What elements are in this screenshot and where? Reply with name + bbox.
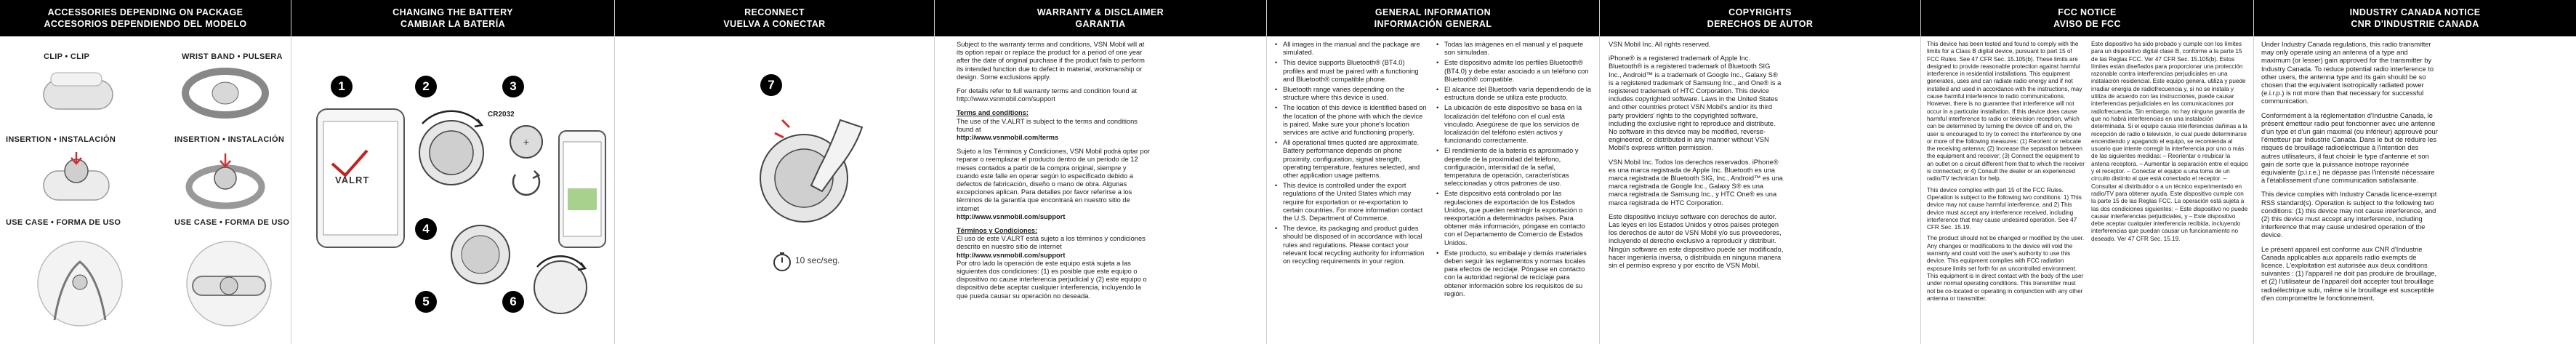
title-fcc-es: AVISO DE FCC [2053, 19, 2121, 29]
svg-text:+: + [523, 136, 530, 148]
clip-illustration [29, 65, 124, 118]
title-canada-es: CNR D'INDUSTRIE CANADA [2351, 19, 2479, 29]
title-battery-es: CAMBIAR LA BATERÍA [401, 19, 505, 29]
general-item-en: • All images in the manual and the package are simulated. [1274, 41, 1428, 57]
title-fcc-en: FCC NOTICE [2058, 7, 2117, 17]
support-url[interactable]: http://www.vsnmobil.com/support [957, 212, 1066, 220]
copyrights-p4: Este dispositivo incluye software con derechos de autor. Las leyes en los Estados Unidos y otros países protegen los derechos de autor de VSN Mobil y/o sus proveedores, incluyendo el derecho exclusivo a reproducir y distribuir. Ningún software en este dispositivo puede ser modificado, hacer ingeniería inversa, o distribuida en ninguna manera sin el permiso expreso y por escrito de VSN Mobil. [1609, 212, 1784, 270]
general-item-es: • Este producto, su embalaje y demás materiales deben seguir las reglamentos y normas locales para efectos de reciclaje. Póngase en contacto con la autoridad regional de reciclaje para obtener información sobre los requisitos de su región. [1436, 249, 1593, 298]
title-canada-en: INDUSTRY CANADA NOTICE [2349, 7, 2481, 17]
title-copyrights-es: DERECHOS DE AUTOR [1707, 19, 1814, 29]
panel-general [1266, 0, 1599, 344]
panel-accessories [0, 0, 291, 344]
use-case-clip-illustration [29, 233, 131, 335]
brand-label: VALRT [335, 175, 370, 185]
title-reconnect-es: VUELVA A CONECTAR [723, 19, 826, 29]
canada-p1: Under Industry Canada regulations, this radio transmitter may only operate using an antenna of a type and maximum (or lesser) gain approved for the transmitter by Industry Canada. To reduce potential radio interference to other users, the antenna type and its gain should be so chosen that the equivalent isotropically radiated power (e.i.r.p.) is not more than that necessary for successful communication. [2261, 41, 2434, 105]
header-reconnect [615, 0, 934, 36]
step-6-badge: 6 [502, 291, 524, 313]
timer-icon [771, 251, 793, 273]
press-button-illustration [753, 105, 877, 244]
warranty-es-text: Sujeto a los Términos y Condiciones, VSN Mobil podrá optar por reparar o reemplazar el producto dentro de un periodo de 12 meses contados a partir de la compra original, siempre y cuando este falle en operar según lo especificado debido a defectos de fabricación, diseño o mano de obra. Algunas excepciones aplican. Para detalles por favor referirse a los términos de la garantía que encontrará en nuestro sitio de internet [957, 148, 1150, 212]
terms-url[interactable]: http://www.vsnmobil.com/terms [957, 134, 1059, 142]
fcc-p1: This device has been tested and found to comply with the limits for a Class B digital device, pursuant to part 15 of FCC Rules. See 47 CFR Sec. 15.105(b). These limits are designed to provide reasonable protection against harmful interference in residential installations. This equipment generates, uses and can radiate radio energy and if not installed and used in accordance with the instructions, may cause harmful interference to radio communications. However, there is no guarantee that interference will not occur in a particular installation. If this device does cause harmful interference to radio or television reception, which can be determined by turning the device off and on, the user is encouraged to try to correct the interference by one or more of the following measures: (1) Reorient or relocate the receiving antenna; (2) Increase the separation between the equipment and receiver; (3) Connect the equipment to an outlet on a circuit different from that to which the receiver is connected; or 4) Consult the dealer or an experienced radio/TV technician for help. [1927, 41, 2085, 183]
general-item-es: • Este dispositivo está controlado por las regulaciones de exportación de los Estados Unidos, que pueden restringir la exportación o reexportación a determinados países. Para obtener más información, póngase en contacto con el Departamento de Comercio de Estados Unidos. [1436, 190, 1593, 247]
panel-reconnect [614, 0, 934, 344]
terms-body-es: El uso de este V.ALRT está sujeto a los términos y condiciones descrito en nuestro sitio de internet [957, 235, 1146, 251]
general-item-es: • La ubicación de este dispositivo se basa en la localización del teléfono con el cual está vinculado. Asegúrese de que los servicios de localización del teléfono estén activos y funcionando correctamente. [1436, 104, 1593, 145]
title-reconnect-en: RECONNECT [744, 7, 805, 17]
header-accessories [0, 0, 291, 36]
fcc-body-es [2091, 41, 2248, 341]
general-item-es: • El rendimiento de la batería es aproximado y depende de la proximidad del teléfono, configuración, intensidad de la señal, temperatura de operación, características seleccionadas y otros patrones de uso. [1436, 147, 1593, 188]
phone-side-illustration [553, 127, 611, 251]
warranty-terms [957, 109, 1150, 142]
device-close-illustration [444, 218, 517, 291]
step-7-badge: 7 [760, 74, 782, 96]
step-1-badge: 1 [331, 76, 353, 97]
title-copyrights-en: COPYRIGHTS [1728, 7, 1792, 17]
warranty-es-p1 [957, 148, 1150, 221]
title-general-en: GENERAL INFORMATION [1374, 7, 1492, 17]
panel-fcc [1920, 0, 2253, 344]
fcc-p2: This device complies with part 15 of the FCC Rules. Operation is subject to the following two conditions: 1) This device may not cause harmful interference, and 2) This device must accept any interference received, including interference that may cause undesired operation. See 47 CFR Sec. 15.19. [1927, 186, 2082, 231]
title-accessories-es: ACCESORIOS DEPENDIENDO DEL MODELO [44, 19, 247, 29]
device-rotate-illustration [524, 251, 597, 324]
header-battery [291, 0, 614, 36]
title-general-es: INFORMACIÓN GENERAL [1374, 19, 1492, 29]
canada-p3: This device complies with Industry Canada licence-exempt RSS standard(s). Operation is subject to the following two conditions: (1) this device may not cause interference, and (2) this device must accept any interference, including interference that may cause undesired operation of the device. [2261, 191, 2437, 239]
label-use-case-right: USE CASE • FORMA DE USO [174, 218, 290, 227]
general-list-es-column [1436, 41, 1593, 341]
copyrights-p1: VSN Mobil Inc. All rights reserved. [1609, 41, 1711, 48]
use-case-wrist-illustration [178, 233, 280, 335]
terms-heading-es: Términos y Condiciones: [957, 227, 1038, 235]
fcc-body-en [1927, 41, 2085, 341]
general-list-es [1436, 41, 1593, 298]
copyrights-p3: VSN Mobil Inc. Todos los derechos reservados. iPhone® es una marca registrada de Apple Inc. Bluetooth es una marca registrada de Bluetooth SIG, Inc., Android™ es una marca registrada de Google Inc., Galaxy S® es una marca registrada de Samsung Inc., y HTC One® es una marca registrada de HTC Corporation. [1609, 158, 1783, 207]
canada-body [2261, 41, 2438, 341]
copyrights-p2: iPhone® is a registered trademark of Apple Inc. Bluetooth® is a registered trademark of Bluetooth SIG Inc., Android™ is a trademark of Google Inc., Galaxy S® is a registered trademark of Samsung Inc., and One® is a registered trademark of HTC Corporation. This device includes copyrighted software. Laws in the United States and other countries protect VSN Mobil's and/or its third party providers' rights to the copyrighted software, including the exclusive right to reproduce and distribute. No software in this device may be modified, reverse-engineered, or distributed in any manner without VSN Mobil's express written permission. [1609, 55, 1782, 152]
general-item-es: • El alcance del Bluetooth varía dependiendo de la estructura donde se utiliza este producto. [1436, 86, 1593, 102]
label-use-case-left: USE CASE • FORMA DE USO [6, 218, 121, 227]
general-item-en: • The device, its packaging and product guides should be disposed of in accordance with local rules and regulations. Please contact your relevant local recycling authority for information on recycling requirements in your region. [1274, 225, 1428, 265]
label-insertion-right: INSERTION • INSTALACIÓN [174, 135, 285, 144]
clip-insertion-illustration [36, 149, 116, 215]
header-fcc [1921, 0, 2253, 36]
device-open-illustration [408, 109, 495, 196]
wristband-insertion-illustration [182, 149, 269, 215]
panel-battery [291, 0, 614, 344]
title-warranty-en: WARRANTY & DISCLAIMER [1037, 7, 1164, 17]
general-item-en: • This device is controlled under the export regulations of the United States which may require for exportation or re-exportation to certain countries. For more information contact the U.S. Department of Commerce. [1274, 182, 1428, 223]
panel-copyrights [1599, 0, 1920, 344]
step-5-badge: 5 [415, 291, 437, 313]
terms-heading: Terms and conditions: [957, 109, 1029, 117]
general-item-es: • Este dispositivo admite los perfiles Bluetooth® (BT4.0) y debe estar asociado a un teléfono con Bluetooth® compatible. [1436, 59, 1593, 84]
fcc-p3: The product should not be changed or modified by the user. Any changes or modifications to the device will void the warranty and could void the user's authority to use this device. This equipment complies with FCC radiation exposure limits set forth for an uncontrolled environment. This equipment is in direct contact with the body of the user under normal operating conditions. This transmitter must not be co-located or operating in conjunction with any other antenna or transmitter. [1927, 235, 2085, 302]
general-item-en: • The location of this device is identified based on the location of the phone with which the device is paired. Make sure your phone's location services are active and functioning properly. [1274, 104, 1428, 137]
warranty-es-terms [957, 227, 1150, 300]
header-general [1267, 0, 1599, 36]
general-item-es: • Todas las imágenes en el manual y el paquete son simuladas. [1436, 41, 1593, 57]
general-item-en: • All operational times quoted are approximate. Battery performance depends on phone proximity, configuration, signal strength, operating temperature, features selected, and other application usage patterns. [1274, 139, 1428, 180]
general-item-en: • Bluetooth range varies depending on the structure where this device is used. [1274, 86, 1428, 102]
step-4-badge: 4 [415, 218, 437, 240]
header-copyrights [1600, 0, 1920, 36]
warranty-body [957, 41, 1150, 341]
canada-p4: Le présent appareil est conforme aux CNR d'Industrie Canada applicables aux appareils radio exempts de licence. L'exploitation est autorisée aux deux conditions suivantes : (1) l'appareil ne doit pas produire de brouillage, et (2) l'utilisateur de l'appareil doit accepter tout brouillage radioélectrique subi, même si le brouillage est susceptible d'en compromettre le fonctionnement. [2261, 245, 2437, 302]
warranty-es-p2: Por otro lado la operación de este equipo está sujeta a las siguientes dos condiciones: (1) es posible que este equipo o dispositivo no cause interferencia perjudicial y (2) este equipo o dispositivo debe aceptar cualquier interferencia, incluyendo la que pueda causar su operación no deseada. [957, 259, 1147, 300]
general-item-en: • This device supports Bluetooth® (BT4.0) profiles and must be paired with a functioning and Bluetooth® compatible phone. [1274, 59, 1428, 84]
terms-body: The use of the V.ALRT is subject to the terms and conditions found at [957, 117, 1138, 133]
panel-warranty [934, 0, 1266, 344]
copyrights-body [1609, 41, 1784, 341]
step-3-badge: 3 [502, 76, 524, 97]
header-warranty [935, 0, 1266, 36]
header-canada [2254, 0, 2576, 36]
general-list-en-column [1274, 41, 1428, 341]
warranty-p2: For details refer to full warranty terms and condition found at http://www.vsnmobil.com/support [957, 87, 1138, 103]
wristband-illustration [174, 64, 276, 122]
canada-p2: Conformément à la réglementation d'Industrie Canada, le présent émetteur radio peut fonctionner avec une antenne d'un type et d'un gain maximal (ou inférieur) approuvé pour l'émetteur par Industrie Canada. Dans le but de réduire les risques de brouillage radioélectrique à l'intention des autres utilisateurs, il faut choisir le type d'antenne et son gain de sorte que la puissance isotrope rayonnée équivalente (p.i.r.e.) ne dépasse pas l'intensité nécessaire à l'établissement d'une communication satisfaisante. [2261, 111, 2438, 185]
label-wristband: WRIST BAND • PULSERA [182, 52, 283, 61]
warranty-p1: Subject to the warranty terms and conditions, VSN Mobil will at its option repair or replace the product for a period of one year after the date of original purchase if the product fails to perform its intended function due to defect in material, workmanship or design. Some exclusions apply. [957, 41, 1145, 81]
title-accessories-en: ACCESSORIES DEPENDING ON PACKAGE [47, 7, 243, 17]
battery-model-label: CR2032 [488, 111, 515, 119]
support-url-2[interactable]: http://www.vsnmobil.com/support [957, 251, 1066, 259]
title-battery-en: CHANGING THE BATTERY [393, 7, 513, 17]
label-clip: CLIP • CLIP [44, 52, 90, 61]
title-warranty-es: GARANTIA [1075, 19, 1126, 29]
panel-canada [2253, 0, 2576, 344]
fcc-es: Este dispositivo ha sido probado y cumple con los límites para un dispositivo digital clase B, conforme a la parte 15 de las Reglas FCC. Ver 47 CFR Sec. 15.105(b). Estos límites están diseñados para proporcionar una protección razonable contra interferencias perjudiciales en una instalación residencial. Este equipo genera, utiliza y puede irradiar energía de radiofrecuencia y, si no se instala y utiliza de acuerdo con las instrucciones, puede causar interferencias perjudiciales en las comunicaciones por radiofrecuencia. Sin embargo, no hay ninguna garantía de que no habrá interferencias en una instalación determinada. Si el equipo causa interferencias dañinas a la recepción de radio o televisión, lo cual puede determinarse encendiendo y apagando el equipo, se recomienda al usuario que intente corregir la interferencia por uno o más de las siguientes medidas: – Reorientar o reubicar la antena receptora. – Aumentar la separación entre el equipo y el receptor. – Conectar el equipo a una toma de un circuito distinto al que está conectado el receptor. – Consultar al distribuidor o a un técnico experimentado en radio/TV para obtener ayuda. Este dispositivo cumple con la parte 15 de las Reglas FCC. La operación está sujeta a las dos condiciones siguientes: – Este dispositivo no puede causar interferencias perjudiciales, y – Este dispositivo debe aceptar cualquier interferencia recibida, incluyendo interferencias que puedan causar un funcionamiento no deseado. Ver 47 CFR Sec. 15.19. [2091, 41, 2248, 242]
label-insertion-left: INSERTION • INSTALACIÓN [6, 135, 116, 144]
general-list-en [1274, 41, 1428, 265]
timer-label: 10 sec/seg. [795, 255, 840, 265]
step-2-badge: 2 [415, 76, 437, 97]
